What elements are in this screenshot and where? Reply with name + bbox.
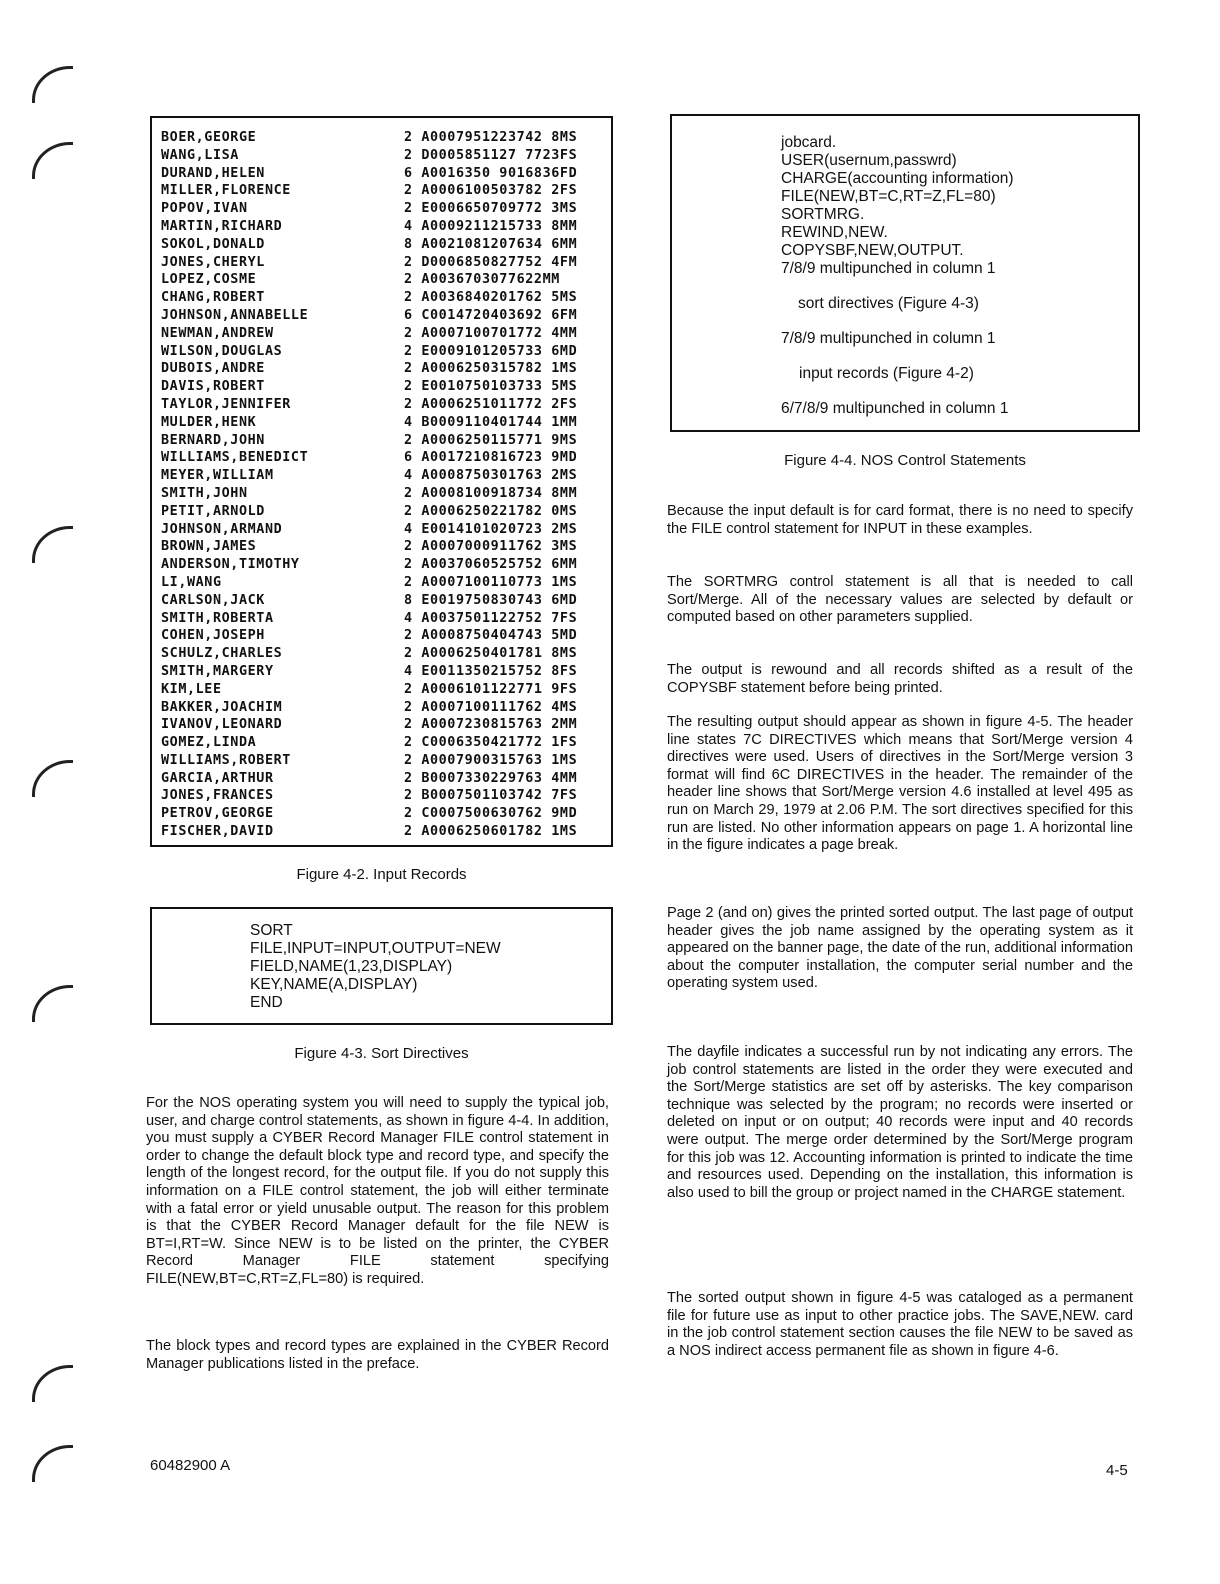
record-name: PETIT,ARNOLD (161, 503, 265, 519)
record-name: CARLSON,JACK (161, 592, 265, 608)
record-name: ANDERSON,TIMOTHY (161, 557, 300, 573)
statement-line: FILE(NEW,BT=C,RT=Z,FL=80) (781, 188, 996, 205)
statement-line: 7/8/9 multipunched in column 1 (781, 330, 996, 347)
record-row (161, 183, 601, 201)
record-name: TAYLOR,JENNIFER (161, 396, 291, 412)
binder-hole-mark (32, 142, 73, 179)
record-data: 4 E0011350215752 8FS (404, 663, 578, 679)
record-name: WILLIAMS,BENEDICT (161, 450, 309, 466)
record-row (161, 361, 601, 379)
binder-hole-mark (32, 66, 73, 103)
record-data: 2 C0007500630762 9MD (404, 806, 578, 822)
record-data: 2 B0007501103742 7FS (404, 788, 578, 804)
record-row (161, 593, 601, 611)
record-row (161, 788, 601, 806)
record-data: 2 E0010750103733 5MS (404, 379, 578, 395)
record-name: JONES,FRANCES (161, 788, 274, 804)
record-row (161, 611, 601, 629)
record-data: 8 E0019750830743 6MD (404, 592, 578, 608)
record-row (161, 468, 601, 486)
record-data: 2 A0008100918734 8MM (404, 485, 578, 501)
record-row (161, 201, 601, 219)
directive-line: SORT (250, 922, 293, 939)
record-data: 2 A0007100110773 1MS (404, 574, 578, 590)
record-name: FISCHER,DAVID (161, 824, 274, 840)
directive-line: END (250, 994, 283, 1011)
statement-line: 7/8/9 multipunched in column 1 (781, 260, 996, 277)
record-name: NEWMAN,ANDREW (161, 325, 274, 341)
record-data: 4 B0009110401744 1MM (404, 414, 578, 430)
record-row (161, 700, 601, 718)
record-row (161, 308, 601, 326)
record-data: 4 E0014101020723 2MS (404, 521, 578, 537)
record-data: 2 D0006850827752 4FM (404, 254, 578, 270)
binder-hole-mark (32, 985, 73, 1022)
record-row (161, 148, 601, 166)
record-name: SMITH,ROBERTA (161, 610, 274, 626)
record-row (161, 290, 601, 308)
record-name: LOPEZ,COSME (161, 272, 257, 288)
record-data: 2 A0006250221782 0MS (404, 503, 578, 519)
record-data: 2 B0007330229763 4MM (404, 770, 578, 786)
record-data: 2 A0006250401781 8MS (404, 646, 578, 662)
record-data: 2 C0006350421772 1FS (404, 735, 578, 751)
record-data: 4 A0037501122752 7FS (404, 610, 578, 626)
paragraph: The output is rewound and all records shifted as a result of the COPYSBF statement before being printed. (667, 662, 1133, 696)
record-data: 2 A0006250315782 1MS (404, 361, 578, 377)
record-name: SOKOL,DONALD (161, 236, 265, 252)
record-name: GOMEZ,LINDA (161, 735, 257, 751)
record-name: POPOV,IVAN (161, 201, 248, 217)
record-row (161, 682, 601, 700)
record-name: DAVIS,ROBERT (161, 379, 265, 395)
record-row (161, 450, 601, 468)
page-number: 4-5 (1106, 1462, 1128, 1479)
record-row (161, 237, 601, 255)
statement-line: CHARGE(accounting information) (781, 170, 1014, 187)
record-name: WILLIAMS,ROBERT (161, 752, 291, 768)
paragraph: For the NOS operating system you will need to supply the typical job, user, and charge control statements, as shown in figure 4-4. In addition, you must supply a CYBER Record Manager FILE control statement in order to change the default block type and record type, and specify the length of the longest record, for the output file. If you do not supply this information on a FILE control statement, the job will either terminate with a fatal error or yield unusable output. The reason for this problem is that the CYBER Record Manager default for the file NEW is BT=I,RT=W. Since NEW is to be listed on the printer, the CYBER Record Manager FILE statement specifying FILE(NEW,BT=C,RT=Z,FL=80) is required. (146, 1095, 609, 1287)
record-name: MILLER,FLORENCE (161, 183, 291, 199)
record-row (161, 130, 601, 148)
record-name: PETROV,GEORGE (161, 806, 274, 822)
record-data: 2 A0007100111762 4MS (404, 699, 578, 715)
statement-line: REWIND,NEW. (781, 224, 888, 241)
record-name: KIM,LEE (161, 681, 222, 697)
record-data: 2 A0006101122771 9FS (404, 681, 578, 697)
record-name: BROWN,JAMES (161, 539, 257, 555)
paragraph: Because the input default is for card format, there is no need to specify the FILE control statement for INPUT in these examples. (667, 503, 1133, 537)
record-data: 2 A0036840201762 5MS (404, 290, 578, 306)
record-name: SMITH,JOHN (161, 485, 248, 501)
record-data: 2 D0005851127 7723FS (404, 147, 578, 163)
statement-line: jobcard. (781, 134, 837, 151)
record-data: 2 E0006650709772 3MS (404, 201, 578, 217)
figure-4-4-caption: Figure 4-4. NOS Control Statements (784, 452, 1026, 469)
statement-line: COPYSBF,NEW,OUTPUT. (781, 242, 964, 259)
record-name: GARCIA,ARTHUR (161, 770, 274, 786)
directive-line: FILE,INPUT=INPUT,OUTPUT=NEW (250, 940, 501, 957)
statement-line: sort directives (Figure 4-3) (798, 295, 979, 312)
sort-directives-figure (150, 907, 613, 1025)
figure-4-3-caption: Figure 4-3. Sort Directives (294, 1045, 469, 1062)
record-row (161, 664, 601, 682)
record-row (161, 522, 601, 540)
record-row (161, 735, 601, 753)
record-row (161, 717, 601, 735)
record-row (161, 646, 601, 664)
binder-hole-mark (32, 760, 73, 797)
paragraph: The block types and record types are explained in the CYBER Record Manager publications listed in the preface. (146, 1338, 609, 1372)
paragraph: The sorted output shown in figure 4-5 was cataloged as a permanent file for future use as input to other practice jobs. The SAVE,NEW. card in the job control statement section causes the file NEW to be saved as a NOS indirect access permanent file as shown in figure 4-6. (667, 1290, 1133, 1359)
statement-line: input records (Figure 4-2) (799, 365, 974, 382)
binder-hole-mark (32, 1445, 73, 1482)
record-data: 2 E0009101205733 6MD (404, 343, 578, 359)
record-name: LI,WANG (161, 574, 222, 590)
figure-4-2-caption: Figure 4-2. Input Records (296, 866, 467, 883)
record-data: 2 A0006250601782 1MS (404, 824, 578, 840)
directive-line: FIELD,NAME(1,23,DISPLAY) (250, 958, 453, 975)
paragraph: The resulting output should appear as shown in figure 4-5. The header line states 7C DIRECTIVES which means that Sort/Merge version 4 directives were used. Users of directives in the Sort/Merge version 3 format will find 6C DIRECTIVES in the header. The remainder of the header line shows that Sort/Merge version 4.6 installed at level 495 as run on March 29, 1979 at 2.06 P.M. The sort directives specified for this run are listed. No other information appears on page 1. A horizontal line in the figure indicates a page break. (667, 714, 1133, 854)
record-data: 2 A0036703077622MM (404, 272, 560, 288)
record-row (161, 344, 601, 362)
record-data: 6 C0014720403692 6FM (404, 307, 578, 323)
statement-line: 6/7/8/9 multipunched in column 1 (781, 400, 1009, 417)
record-data: 2 A0007100701772 4MM (404, 325, 578, 341)
record-data: 8 A0021081207634 6MM (404, 236, 578, 252)
document-number: 60482900 A (150, 1457, 231, 1474)
binder-hole-mark (32, 1365, 73, 1402)
statement-line: SORTMRG. (781, 206, 865, 223)
record-data: 6 A0017210816723 9MD (404, 450, 578, 466)
record-row (161, 557, 601, 575)
record-name: WANG,LISA (161, 147, 239, 163)
paragraph: The dayfile indicates a successful run by not indicating any errors. The job control statements are listed in the order they were executed and the Sort/Merge statistics are set off by asterisks. The key comparison technique was selected by the program; no records were inserted or deleted on input or on output; 40 records were input and 40 records were output. The merge order determined by the Sort/Merge program for this job was 12. Accounting information is printed to indicate the time and resources used. Depending on the installation, this information is also used to bill the group or project named in the CHARGE statement. (667, 1044, 1133, 1201)
record-name: DURAND,HELEN (161, 165, 265, 181)
record-data: 2 A0008750404743 5MD (404, 628, 578, 644)
record-row (161, 379, 601, 397)
paragraph: The SORTMRG control statement is all that is needed to call Sort/Merge. All of the necessary values are selected by default or computed based on other parameters supplied. (667, 574, 1133, 626)
record-data: 6 A0016350 9016836FD (404, 165, 578, 181)
record-name: MULDER,HENK (161, 414, 257, 430)
record-name: BOER,GEORGE (161, 130, 257, 145)
input-records-figure (150, 116, 613, 847)
record-name: CHANG,ROBERT (161, 290, 265, 306)
record-row (161, 433, 601, 451)
record-name: MARTIN,RICHARD (161, 218, 283, 234)
record-name: JONES,CHERYL (161, 254, 265, 270)
record-row (161, 753, 601, 771)
record-row (161, 415, 601, 433)
record-row (161, 486, 601, 504)
record-row (161, 575, 601, 593)
input-records-list (161, 130, 601, 842)
record-data: 2 A0007951223742 8MS (404, 130, 578, 145)
binder-hole-mark (32, 526, 73, 563)
record-data: 4 A0009211215733 8MM (404, 218, 578, 234)
record-data: 2 A0037060525752 6MM (404, 557, 578, 573)
record-data: 4 A0008750301763 2MS (404, 468, 578, 484)
record-name: WILSON,DOUGLAS (161, 343, 283, 359)
record-name: JOHNSON,ARMAND (161, 521, 283, 537)
record-row (161, 504, 601, 522)
record-row (161, 824, 601, 842)
record-row (161, 326, 601, 344)
record-name: IVANOV,LEONARD (161, 717, 283, 733)
record-row (161, 628, 601, 646)
record-row (161, 219, 601, 237)
record-data: 2 A0006250115771 9MS (404, 432, 578, 448)
record-row (161, 806, 601, 824)
record-row (161, 166, 601, 184)
record-row (161, 771, 601, 789)
record-name: SCHULZ,CHARLES (161, 646, 283, 662)
statement-line: USER(usernum,passwrd) (781, 152, 957, 169)
record-data: 2 A0006100503782 2FS (404, 183, 578, 199)
nos-control-statements-figure (670, 114, 1140, 432)
record-data: 2 A0006251011772 2FS (404, 396, 578, 412)
record-name: BERNARD,JOHN (161, 432, 265, 448)
record-row (161, 397, 601, 415)
paragraph: Page 2 (and on) gives the printed sorted output. The last page of output header gives the job name assigned by the operating system as it appeared on the banner page, the date of the run, additional information about the computer installation, the computer serial number and the operating system used. (667, 905, 1133, 992)
directive-line: KEY,NAME(A,DISPLAY) (250, 976, 418, 993)
record-row (161, 272, 601, 290)
record-name: DUBOIS,ANDRE (161, 361, 265, 377)
record-data: 2 A0007230815763 2MM (404, 717, 578, 733)
record-row (161, 539, 601, 557)
record-name: MEYER,WILLIAM (161, 468, 274, 484)
record-data: 2 A0007900315763 1MS (404, 752, 578, 768)
record-row (161, 255, 601, 273)
record-name: COHEN,JOSEPH (161, 628, 265, 644)
record-name: JOHNSON,ANNABELLE (161, 307, 309, 323)
record-name: SMITH,MARGERY (161, 663, 274, 679)
record-name: BAKKER,JOACHIM (161, 699, 283, 715)
record-data: 2 A0007000911762 3MS (404, 539, 578, 555)
